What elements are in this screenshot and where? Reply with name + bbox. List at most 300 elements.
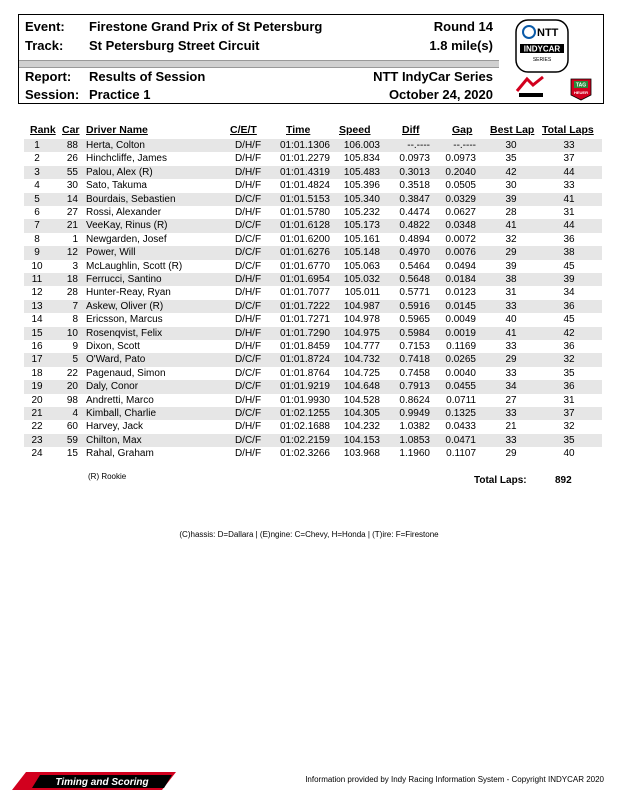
cell-speed: 104.528 bbox=[343, 394, 380, 406]
table-row bbox=[24, 340, 602, 353]
cell-diff: 0.7418 bbox=[399, 354, 430, 366]
cell-cet: D/H/F bbox=[234, 448, 262, 460]
cell-driver: Dixon, Scott bbox=[86, 341, 140, 352]
cell-time: 01:01.7222 bbox=[279, 300, 330, 312]
col-rank: Rank bbox=[30, 124, 56, 136]
cell-total-laps: 37 bbox=[563, 408, 575, 419]
cell-rank: 12 bbox=[31, 287, 43, 299]
table-row bbox=[24, 434, 602, 447]
cell-best-lap: 29 bbox=[505, 448, 517, 460]
cell-driver: Harvey, Jack bbox=[86, 421, 144, 433]
cell-cet: D/C/F bbox=[234, 381, 262, 393]
logo-ntt-text: NTT bbox=[537, 27, 559, 39]
cell-car: 27 bbox=[66, 207, 78, 218]
cell-time: 01:01.8764 bbox=[279, 367, 330, 379]
cell-total-laps: 41 bbox=[563, 193, 575, 205]
cell-speed: 104.987 bbox=[343, 300, 380, 312]
cell-driver: Hunter-Reay, Ryan bbox=[86, 287, 171, 299]
cell-diff: 0.3847 bbox=[399, 193, 430, 205]
cell-time: 01:01.4319 bbox=[279, 166, 330, 178]
cell-diff: --.---- bbox=[407, 140, 430, 151]
cell-best-lap: 34 bbox=[505, 381, 517, 393]
cell-car: 5 bbox=[72, 354, 78, 366]
col-car: Car bbox=[62, 124, 80, 136]
cell-cet: D/H/F bbox=[234, 207, 262, 218]
track-label: Track: bbox=[25, 38, 64, 53]
session-date: October 24, 2020 bbox=[388, 87, 493, 102]
cell-cet: D/C/F bbox=[234, 300, 262, 312]
cell-best-lap: 39 bbox=[505, 260, 517, 272]
cell-cet: D/C/F bbox=[234, 367, 262, 379]
header-divider bbox=[19, 60, 499, 68]
cell-time: 01:02.1688 bbox=[279, 421, 330, 433]
cell-car: 59 bbox=[66, 434, 78, 446]
cell-time: 01:01.7290 bbox=[279, 327, 330, 339]
cell-time: 01:01.6200 bbox=[279, 233, 330, 245]
cell-rank: 4 bbox=[34, 180, 40, 192]
cell-car: 12 bbox=[66, 247, 78, 259]
cell-diff: 0.3013 bbox=[399, 166, 430, 178]
cell-gap: 0.0455 bbox=[445, 381, 476, 393]
timing-scoring-banner bbox=[12, 772, 176, 790]
cell-gap: --.---- bbox=[453, 140, 476, 151]
col-driver: Driver Name bbox=[86, 124, 148, 136]
cell-speed: 105.834 bbox=[343, 153, 380, 165]
cell-cet: D/C/F bbox=[234, 408, 262, 419]
logo-heuer-text: HEUER bbox=[573, 90, 589, 95]
ntt-indycar-logo bbox=[515, 19, 569, 73]
cell-driver: Chilton, Max bbox=[86, 434, 142, 446]
table-row bbox=[24, 407, 602, 420]
cell-diff: 0.5916 bbox=[399, 300, 430, 312]
cell-cet: D/C/F bbox=[234, 260, 262, 272]
cell-diff: 0.8624 bbox=[399, 394, 430, 406]
logo-series-text: SERIES bbox=[532, 57, 552, 63]
cell-driver: VeeKay, Rinus (R) bbox=[86, 220, 168, 232]
cell-driver: McLaughlin, Scott (R) bbox=[86, 260, 183, 272]
cell-cet: D/H/F bbox=[234, 421, 262, 433]
cell-speed: 105.032 bbox=[343, 274, 380, 285]
cell-speed: 105.161 bbox=[343, 233, 380, 245]
report-header bbox=[18, 14, 604, 104]
cell-cet: D/H/F bbox=[234, 166, 262, 178]
cell-gap: 0.2040 bbox=[445, 166, 476, 178]
cell-time: 01:01.7077 bbox=[279, 287, 330, 299]
cell-driver: Pagenaud, Simon bbox=[86, 367, 166, 379]
cell-gap: 0.0627 bbox=[445, 207, 476, 218]
cell-time: 01:01.7271 bbox=[279, 314, 330, 326]
cell-cet: D/H/F bbox=[234, 274, 262, 285]
cell-diff: 0.5464 bbox=[399, 260, 430, 272]
cell-car: 18 bbox=[66, 274, 78, 285]
cell-speed: 104.978 bbox=[343, 314, 380, 326]
cell-total-laps: 37 bbox=[563, 153, 575, 165]
cell-cet: D/H/F bbox=[234, 287, 262, 299]
cell-rank: 6 bbox=[34, 207, 40, 218]
cell-total-laps: 36 bbox=[563, 233, 575, 245]
cell-gap: 0.0973 bbox=[445, 153, 476, 165]
cell-cet: D/C/F bbox=[234, 434, 262, 446]
cell-car: 14 bbox=[66, 193, 78, 205]
cell-diff: 0.5965 bbox=[399, 314, 430, 326]
table-row bbox=[24, 327, 602, 340]
session-value: Practice 1 bbox=[89, 87, 151, 102]
cell-gap: 0.0505 bbox=[445, 180, 476, 192]
cell-diff: 0.4894 bbox=[399, 233, 430, 245]
cell-gap: 0.0184 bbox=[445, 274, 476, 285]
cell-total-laps: 33 bbox=[563, 180, 575, 192]
cell-rank: 22 bbox=[31, 421, 43, 433]
cell-time: 01:01.6276 bbox=[279, 247, 330, 259]
cell-driver: Palou, Alex (R) bbox=[86, 166, 153, 178]
cell-rank: 1 bbox=[34, 140, 40, 151]
table-row bbox=[24, 206, 602, 219]
cell-best-lap: 32 bbox=[505, 233, 517, 245]
cell-cet: D/C/F bbox=[234, 233, 262, 245]
table-row bbox=[24, 300, 602, 313]
cell-driver: Daly, Conor bbox=[86, 381, 139, 393]
total-laps-value: 892 bbox=[555, 475, 572, 486]
cell-diff: 0.4822 bbox=[399, 220, 430, 232]
cell-total-laps: 31 bbox=[563, 207, 575, 218]
cell-driver: Newgarden, Josef bbox=[86, 233, 167, 245]
table-row bbox=[24, 260, 602, 273]
cell-car: 10 bbox=[66, 327, 78, 339]
table-row bbox=[24, 313, 602, 326]
cell-car: 9 bbox=[72, 341, 78, 352]
col-best-lap: Best Lap bbox=[490, 124, 535, 136]
cell-total-laps: 39 bbox=[563, 274, 575, 285]
cell-cet: D/C/F bbox=[234, 193, 262, 205]
cell-best-lap: 38 bbox=[505, 274, 517, 285]
cell-driver: Askew, Oliver (R) bbox=[86, 300, 164, 312]
cell-total-laps: 31 bbox=[563, 394, 575, 406]
cell-total-laps: 36 bbox=[563, 300, 575, 312]
cell-diff: 1.1960 bbox=[399, 448, 430, 460]
rookie-note: (R) Rookie bbox=[88, 472, 127, 481]
cell-speed: 105.483 bbox=[343, 166, 380, 178]
cell-gap: 0.0049 bbox=[445, 314, 476, 326]
cell-driver: Andretti, Marco bbox=[86, 394, 154, 406]
total-laps-label: Total Laps: bbox=[474, 475, 527, 486]
table-row bbox=[24, 367, 602, 380]
cell-rank: 9 bbox=[34, 247, 40, 259]
cell-rank: 15 bbox=[31, 327, 43, 339]
cell-driver: Hinchcliffe, James bbox=[86, 153, 167, 165]
col-total-laps: Total Laps bbox=[542, 124, 594, 136]
cell-time: 01:01.6770 bbox=[279, 260, 330, 272]
cell-cet: D/H/F bbox=[234, 314, 262, 326]
series-name: NTT IndyCar Series bbox=[373, 69, 493, 84]
cell-car: 88 bbox=[66, 140, 78, 151]
cell-diff: 0.4474 bbox=[399, 207, 430, 218]
table-row bbox=[24, 380, 602, 393]
cell-driver: Ferrucci, Santino bbox=[86, 274, 162, 285]
cell-gap: 0.0123 bbox=[445, 287, 476, 299]
col-gap: Gap bbox=[452, 124, 473, 136]
cell-time: 01:01.5153 bbox=[279, 193, 330, 205]
cell-speed: 104.732 bbox=[343, 354, 380, 366]
cell-best-lap: 30 bbox=[505, 180, 517, 192]
chassis-engine-tire-legend: (C)hassis: D=Dallara | (E)ngine: C=Chevy, H=Honda | (T)ire: F=Firestone bbox=[179, 530, 439, 539]
cell-best-lap: 40 bbox=[505, 314, 517, 326]
cell-time: 01:01.5780 bbox=[279, 207, 330, 218]
cell-diff: 0.3518 bbox=[399, 180, 430, 192]
cell-rank: 11 bbox=[31, 274, 43, 285]
cell-rank: 19 bbox=[31, 381, 43, 393]
cell-rank: 7 bbox=[34, 220, 40, 232]
table-row bbox=[24, 286, 602, 299]
cell-diff: 0.4970 bbox=[399, 247, 430, 259]
cell-speed: 103.968 bbox=[343, 448, 380, 460]
cell-driver: Herta, Colton bbox=[86, 140, 145, 151]
cell-driver: Ericsson, Marcus bbox=[86, 314, 163, 326]
table-row bbox=[24, 233, 602, 246]
cell-speed: 105.340 bbox=[343, 193, 380, 205]
cell-rank: 8 bbox=[34, 233, 40, 245]
cell-speed: 106.003 bbox=[343, 140, 380, 151]
cell-best-lap: 33 bbox=[505, 408, 517, 419]
cell-total-laps: 38 bbox=[563, 247, 575, 259]
cell-gap: 0.1169 bbox=[446, 341, 476, 352]
col-diff: Diff bbox=[402, 124, 420, 136]
cell-best-lap: 31 bbox=[505, 287, 517, 299]
cell-cet: D/C/F bbox=[234, 354, 262, 366]
cell-best-lap: 33 bbox=[505, 434, 517, 446]
cell-total-laps: 42 bbox=[563, 327, 575, 339]
col-time: Time bbox=[286, 124, 311, 136]
cell-speed: 105.232 bbox=[343, 207, 380, 218]
cell-gap: 0.0040 bbox=[445, 367, 476, 379]
cell-total-laps: 34 bbox=[563, 287, 575, 299]
cell-speed: 105.011 bbox=[344, 287, 380, 299]
cell-best-lap: 41 bbox=[505, 327, 517, 339]
indycar-wing-logo bbox=[513, 75, 553, 101]
cell-gap: 0.0019 bbox=[445, 327, 476, 339]
cell-time: 01:02.1255 bbox=[279, 408, 330, 419]
table-row bbox=[24, 353, 602, 366]
cell-best-lap: 35 bbox=[505, 153, 517, 165]
cell-car: 20 bbox=[66, 381, 78, 393]
cell-car: 15 bbox=[66, 448, 78, 460]
table-row bbox=[24, 420, 602, 433]
cell-speed: 104.305 bbox=[343, 408, 380, 419]
cell-car: 26 bbox=[66, 153, 78, 165]
cell-rank: 14 bbox=[31, 314, 43, 326]
cell-cet: D/C/F bbox=[234, 247, 262, 259]
track-value: St Petersburg Street Circuit bbox=[89, 38, 260, 53]
cell-best-lap: 29 bbox=[505, 354, 517, 366]
cell-rank: 2 bbox=[34, 153, 40, 165]
cell-cet: D/H/F bbox=[234, 394, 262, 406]
cell-best-lap: 21 bbox=[505, 421, 517, 433]
round-label: Round 14 bbox=[433, 19, 493, 34]
cell-diff: 0.5984 bbox=[399, 327, 430, 339]
cell-speed: 105.063 bbox=[343, 260, 380, 272]
table-row bbox=[24, 193, 602, 206]
cell-driver: Power, Will bbox=[86, 247, 136, 259]
cell-gap: 0.0329 bbox=[445, 193, 476, 205]
cell-driver: Rahal, Graham bbox=[86, 448, 154, 460]
cell-car: 7 bbox=[72, 300, 78, 312]
cell-cet: D/H/F bbox=[234, 153, 262, 165]
cell-gap: 0.0711 bbox=[446, 394, 476, 406]
cell-speed: 104.777 bbox=[343, 341, 380, 352]
report-label: Report: bbox=[25, 69, 72, 84]
table-row bbox=[24, 219, 602, 232]
cell-time: 01:01.9930 bbox=[279, 394, 330, 406]
tag-heuer-logo bbox=[569, 77, 593, 101]
cell-rank: 21 bbox=[31, 408, 43, 419]
cell-rank: 5 bbox=[34, 193, 40, 205]
cell-diff: 1.0853 bbox=[399, 434, 430, 446]
cell-gap: 0.0433 bbox=[445, 421, 476, 433]
cell-gap: 0.0076 bbox=[445, 247, 476, 259]
cell-rank: 24 bbox=[31, 448, 43, 460]
cell-total-laps: 32 bbox=[563, 421, 575, 433]
cell-speed: 104.232 bbox=[343, 421, 380, 433]
cell-total-laps: 36 bbox=[563, 341, 575, 352]
cell-time: 01:01.2279 bbox=[279, 153, 330, 165]
cell-speed: 104.648 bbox=[343, 381, 380, 393]
session-label: Session: bbox=[25, 87, 80, 102]
logo-indycar-text: INDYCAR bbox=[523, 44, 561, 54]
table-row bbox=[24, 246, 602, 259]
cell-cet: D/H/F bbox=[234, 327, 262, 339]
cell-car: 8 bbox=[72, 314, 78, 326]
cell-car: 4 bbox=[72, 408, 78, 419]
report-value: Results of Session bbox=[89, 69, 206, 84]
cell-cet: D/H/F bbox=[234, 180, 262, 192]
table-row bbox=[24, 447, 602, 460]
cell-cet: D/H/F bbox=[234, 140, 262, 151]
cell-car: 55 bbox=[66, 166, 78, 178]
cell-rank: 20 bbox=[31, 394, 43, 406]
cell-diff: 0.7458 bbox=[399, 367, 430, 379]
cell-best-lap: 27 bbox=[505, 394, 517, 406]
cell-time: 01:01.6954 bbox=[279, 274, 330, 285]
cell-gap: 0.0494 bbox=[445, 260, 476, 272]
cell-total-laps: 45 bbox=[563, 314, 575, 326]
cell-rank: 10 bbox=[31, 260, 43, 272]
cell-rank: 16 bbox=[31, 341, 43, 352]
cell-driver: O'Ward, Pato bbox=[86, 354, 146, 366]
cell-total-laps: 44 bbox=[563, 220, 575, 232]
cell-best-lap: 33 bbox=[505, 300, 517, 312]
cell-total-laps: 35 bbox=[563, 367, 575, 379]
cell-time: 01:01.1306 bbox=[279, 140, 330, 151]
cell-best-lap: 42 bbox=[505, 166, 517, 178]
cell-time: 01:02.2159 bbox=[279, 434, 330, 446]
cell-rank: 18 bbox=[31, 367, 43, 379]
cell-best-lap: 29 bbox=[505, 247, 517, 259]
cell-time: 01:02.3266 bbox=[279, 448, 330, 460]
cell-time: 01:01.4824 bbox=[279, 180, 330, 192]
cell-best-lap: 30 bbox=[505, 140, 517, 151]
table-row bbox=[24, 166, 602, 179]
cell-car: 21 bbox=[66, 220, 78, 232]
cell-speed: 104.725 bbox=[343, 367, 380, 379]
logo-tag-text: TAG bbox=[575, 82, 587, 89]
cell-car: 28 bbox=[66, 287, 78, 299]
cell-time: 01:01.9219 bbox=[279, 381, 330, 393]
cell-speed: 104.975 bbox=[343, 327, 380, 339]
cell-total-laps: 45 bbox=[563, 260, 575, 272]
table-row bbox=[24, 394, 602, 407]
cell-gap: 0.0471 bbox=[445, 434, 476, 446]
cell-driver: Rossi, Alexander bbox=[86, 207, 162, 218]
cell-best-lap: 28 bbox=[505, 207, 517, 218]
cell-driver: Bourdais, Sebastien bbox=[86, 193, 176, 205]
cell-best-lap: 33 bbox=[505, 367, 517, 379]
table-row bbox=[24, 152, 602, 165]
cell-diff: 0.9949 bbox=[399, 408, 430, 419]
cell-driver: Kimball, Charlie bbox=[86, 408, 157, 419]
cell-rank: 23 bbox=[31, 434, 43, 446]
cell-car: 30 bbox=[66, 180, 78, 192]
cell-diff: 0.5771 bbox=[399, 287, 430, 299]
cell-rank: 17 bbox=[31, 354, 43, 366]
col-speed: Speed bbox=[339, 124, 371, 136]
cell-diff: 0.5648 bbox=[399, 274, 430, 285]
cell-car: 3 bbox=[72, 260, 78, 272]
cell-car: 22 bbox=[66, 367, 78, 379]
cell-speed: 105.173 bbox=[343, 220, 380, 232]
cell-driver: Sato, Takuma bbox=[86, 180, 147, 192]
cell-gap: 0.1325 bbox=[445, 408, 476, 419]
cell-time: 01:01.8724 bbox=[279, 354, 330, 366]
cell-total-laps: 32 bbox=[563, 354, 575, 366]
cell-best-lap: 33 bbox=[505, 341, 517, 352]
event-label: Event: bbox=[25, 19, 65, 34]
cell-gap: 0.0265 bbox=[445, 354, 476, 366]
cell-diff: 1.0382 bbox=[399, 421, 430, 433]
cell-gap: 0.0072 bbox=[445, 233, 476, 245]
cell-rank: 3 bbox=[34, 166, 40, 178]
table-row bbox=[24, 179, 602, 192]
cell-diff: 0.0973 bbox=[399, 153, 430, 165]
cell-time: 01:01.8459 bbox=[279, 341, 330, 352]
cell-car: 98 bbox=[66, 394, 78, 406]
cell-total-laps: 36 bbox=[563, 381, 575, 393]
cell-speed: 104.153 bbox=[343, 434, 380, 446]
cell-speed: 105.148 bbox=[343, 247, 380, 259]
table-row bbox=[24, 273, 602, 286]
cell-cet: D/C/F bbox=[234, 220, 262, 232]
cell-rank: 13 bbox=[31, 300, 43, 312]
track-length: 1.8 mile(s) bbox=[429, 38, 493, 53]
cell-total-laps: 40 bbox=[563, 448, 575, 460]
table-row bbox=[24, 139, 602, 152]
cell-total-laps: 44 bbox=[563, 166, 575, 178]
col-cet: C/E/T bbox=[230, 124, 257, 136]
timing-scoring-text: Timing and Scoring bbox=[55, 777, 149, 788]
cell-diff: 0.7153 bbox=[399, 341, 430, 352]
cell-cet: D/H/F bbox=[234, 341, 262, 352]
cell-time: 01:01.6128 bbox=[279, 220, 330, 232]
cell-driver: Rosenqvist, Felix bbox=[86, 327, 163, 339]
cell-best-lap: 41 bbox=[505, 220, 517, 232]
cell-car: 1 bbox=[72, 233, 78, 245]
cell-gap: 0.1107 bbox=[446, 448, 476, 460]
copyright-info: Information provided by Indy Racing Information System - Copyright INDYCAR 2020 bbox=[305, 775, 604, 784]
cell-diff: 0.7913 bbox=[399, 381, 430, 393]
event-value: Firestone Grand Prix of St Petersburg bbox=[89, 19, 323, 34]
cell-gap: 0.0348 bbox=[445, 220, 476, 232]
cell-gap: 0.0145 bbox=[445, 300, 476, 312]
cell-total-laps: 33 bbox=[563, 140, 575, 151]
cell-best-lap: 39 bbox=[505, 193, 517, 205]
